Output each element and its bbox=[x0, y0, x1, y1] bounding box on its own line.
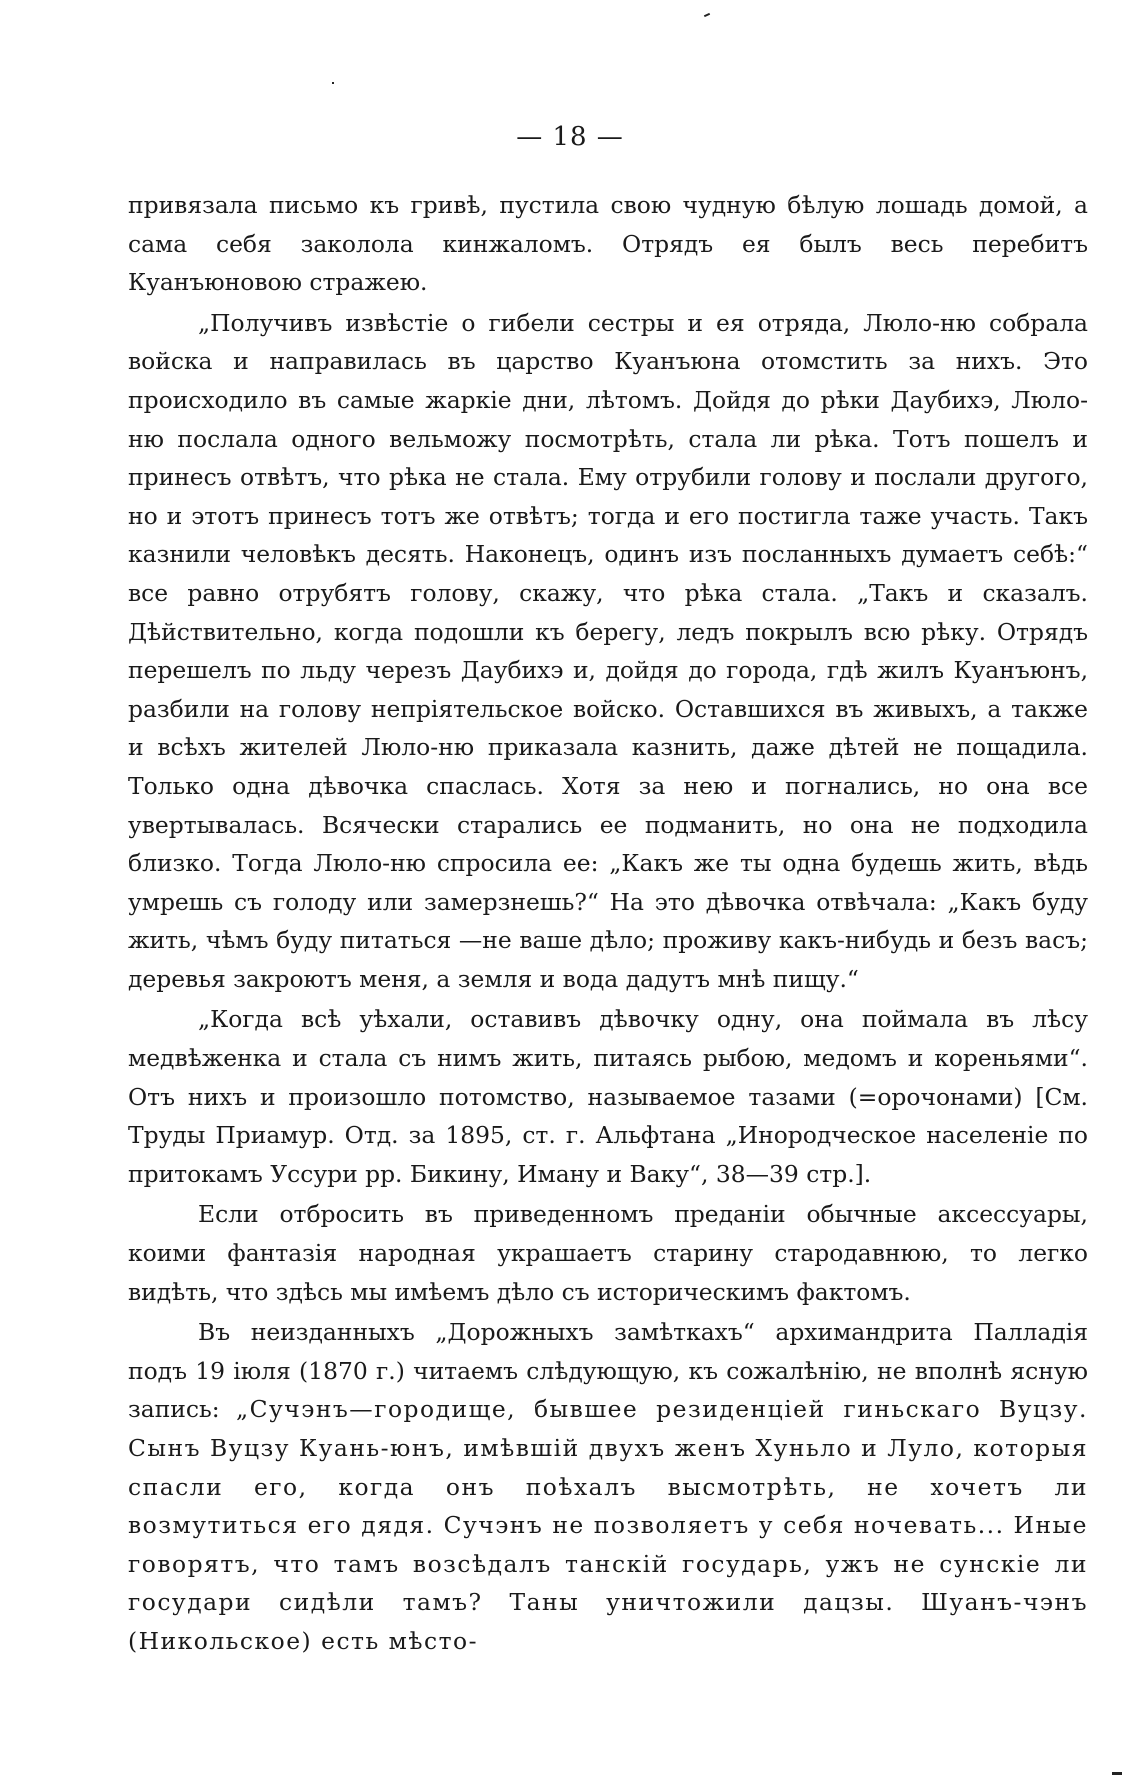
paragraph-5 bbox=[128, 1313, 1088, 1660]
paragraph-1: привязала письмо къ гривѣ, пустила свою чудную бѣлую лошадь домой, а сама себя заколола кинжаломъ. Отрядъ ея былъ весь перебитъ Куанъюновою стражею. bbox=[128, 191, 1088, 297]
scan-speck bbox=[1112, 1772, 1122, 1775]
paragraph-5-intro: Въ неизданныхъ „Дорожныхъ замѣткахъ“ архимандрита Палладія подъ 19 іюля (1870 г.) читаемъ слѣдующую, къ сожалѣнію, не вполнѣ ясную запись: bbox=[128, 1318, 1088, 1424]
page-number: — 18 — bbox=[516, 122, 624, 152]
paragraph-4: Если отбросить въ приведенномъ преданіи обычные аксессуары, коими фантазія народная украшаетъ старину стародавнюю, то легко видѣть, что здѣсь мы имѣемъ дѣло съ историческимъ фактомъ. bbox=[128, 1200, 1088, 1306]
scan-speck bbox=[332, 82, 334, 84]
body-text bbox=[128, 186, 1088, 1661]
scan-speck bbox=[704, 13, 710, 17]
paragraph-2: „Получивъ извѣстіе о гибели сестры и ея отряда, Люло-ню собрала войска и направилась въ царство Куанъюна отомстить за нихъ. Это происходило въ самые жаркіе дни, лѣтомъ. Дойдя до рѣки Даубихэ, Люло-ню послала одного вельможу посмотрѣть, стала ли рѣка. Тотъ пошелъ и принесъ отвѣтъ, что рѣка не стала. Ему отрубили голову и послали другого, но и этотъ принесъ тотъ же отвѣтъ; тогда и его постигла таже участь. Такъ казнили человѣкъ десять. Наконецъ, одинъ изъ посланныхъ думаетъ себѣ:“ все равно отрубятъ голову, скажу, что рѣка стала. „Такъ и сказалъ. Дѣйствительно, когда подошли къ берегу, ледъ покрылъ всю рѣку. Отрядъ перешелъ по льду черезъ Даубихэ и, дойдя до города, гдѣ жилъ Куанъюнъ, разбили на голову непріятельское войско. Оставшихся въ живыхъ, а также и всѣхъ жителей Люло-ню приказала казнить, даже дѣтей не пощадила. Только одна дѣвочка спаслась. Хотя за нею и погнались, но она все увертывалась. Всячески старались ее подманить, но она не подходила близко. Тогда Люло-ню спросила ее: „Какъ же ты одна будешь жить, вѣдь умрешь съ голоду или замерзнешь?“ На это дѣвочка отвѣчала: „Какъ буду жить, чѣмъ буду питаться —не ваше дѣло; проживу какъ-нибудь и безъ васъ; деревья закроютъ меня, а земля и вода дадутъ мнѣ пищу.“ bbox=[128, 308, 1088, 993]
paragraph-5-quote: „Сучэнъ—городище, бывшее резиденціей гиньскаго Вуцзу. Сынъ Вуцзу Куань-юнъ, имѣвшій двухъ женъ Хуньло и Луло, которыя спасли его, когда онъ поѣхалъ высмотрѣть, не хочетъ ли возмутиться его дядя. Сучэнъ не позволяетъ у себя ночевать... Иные говорятъ, что тамъ возсѣдалъ танскій государь, ужъ не сунскіе ли государи сидѣли тамъ? Таны уничтожили дацзы. Шуанъ-чэнъ (Никольское) есть мѣсто- bbox=[128, 1395, 1088, 1655]
paragraph-3: „Когда всѣ уѣхали, оставивъ дѣвочку одну, она поймала въ лѣсу медвѣженка и стала съ нимъ жить, питаясь рыбою, медомъ и кореньями“. Отъ нихъ и произошло потомство, называемое тазами (=орочонами) [См. Труды Приамур. Отд. за 1895, ст. г. Альфтана „Инородческое населеніе по притокамъ Уссури рр. Бикину, Иману и Ваку“, 38—39 стр.]. bbox=[128, 1005, 1088, 1188]
